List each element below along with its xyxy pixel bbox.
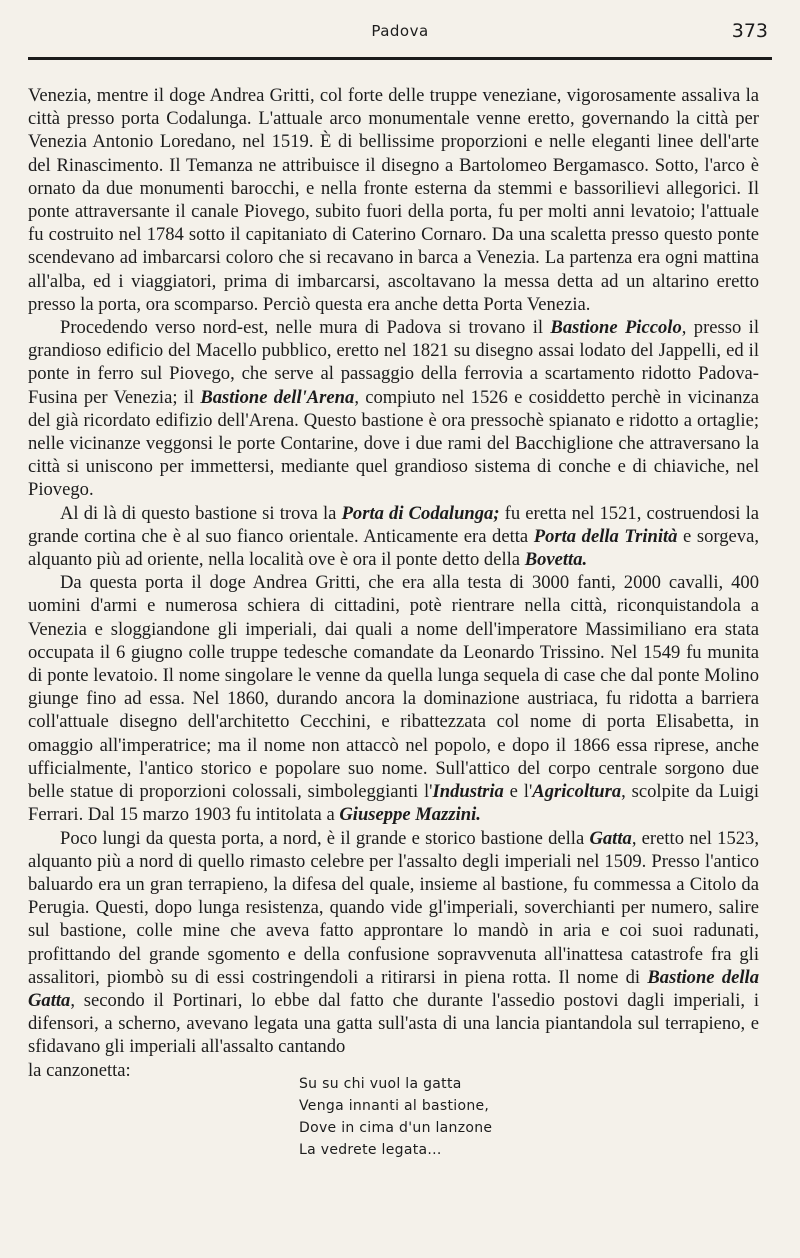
- page-header: [28, 22, 772, 46]
- text-run: , secondo il Portinari, lo ebbe dal fatto che durante l'assedio postovi dagli imperiali, i difensori, a scherno, avevano legata una gatta sull'asta di una lancia piantandola sul terrapieno, e sfidavano gli imperiali all'assalto cantando: [28, 989, 759, 1058]
- italic-term: Porta di Codalunga;: [341, 502, 500, 524]
- paragraph: [28, 827, 759, 1059]
- text-run: Poco lungi da questa porta, a nord, è il grande e storico bastione della: [60, 827, 590, 849]
- verse-row: [28, 1059, 759, 1158]
- text-run: , eretto nel 1523, alquanto più a nord di quello rimasto celebre per l'assalto degli imperiali nel 1509. Presso l'antico baluardo era un gran terrapieno, la difesa del quale, insieme al bastione, fu commessa a Citolo da Perugia. Questi, dopo lunga resistenza, quando vide gl'imperiali, soverchianti per numero, salire sul bastione, colle mine che aveva fatto approntare lo mandò in aria e coi suoi radunati, profittando del grande sgomento e della confusione sopravvenuta all'inattesa catastrofe fra gli assalitori, piombò su di essi costringendoli a ritirarsi in piena rotta. Il nome di: [28, 827, 759, 988]
- italic-term: Bastione dell'Arena: [200, 386, 355, 408]
- header-rule: [28, 57, 772, 60]
- text-run: , compiuto nel 1526 e cosiddetto perchè in vicinanza del già ricordato edifizio dell'Arena. Questo bastione è ora pressochè spianato e ridotto a ortaglie; nelle vicinanze veggonsi le porte Contarine, dove i due rami del Bacchiglione che attraversano la città si uniscono per immettersi, mediante quel grandioso sistema di conche e di chiaviche, nel Piovego.: [28, 386, 759, 501]
- text-run: e sorgeva, alquanto più ad oriente, nella località ove è ora il ponte detto della: [28, 525, 759, 571]
- text-run: Da questa porta il doge Andrea Gritti, che era alla testa di 3000 fanti, 2000 cavalli, 400 uomini d'armi e numerosa schiera di cittadini, potè rientrare nella città, riconquistandola a Venezia e sloggiandone gli imperiali, dai quali a nome dell'imperatore Massimiliano era stata occupata il 6 giugno colle truppe tedesche comandate da Leonardo Trissino. Nel 1549 fu munita di ponte levatoio. Il nome singolare le venne da quella lunga sequela di case che dal ponte Molino giunge fino ad essa. Nel 1860, durando ancora la dominazione austriaca, fu ridotta a barriera coll'attuale disegno dell'architetto Cecchini, e ribattezzata col nome di porta Elisabetta, in omaggio all'imperatrice; ma il nome non attaccò nel popolo, e dopo il 1866 essa riprese, anche ufficialmente, l'antico storico e popolare suo nome. Sull'attico del corpo centrale sorgono due belle statue di proporzioni colossali, simboleggianti l': [28, 572, 759, 803]
- paragraph: [28, 571, 759, 826]
- paragraph: [28, 502, 759, 572]
- paragraph: [28, 316, 759, 502]
- text-run: Al di là di questo bastione si trova la: [60, 502, 342, 524]
- text-run: Procedendo verso nord-est, nelle mura di Padova si trovano il: [60, 317, 551, 339]
- text-run: , scolpite da Luigi Ferrari. Dal 15 marzo 1903 fu intitolata a: [28, 781, 759, 826]
- body-text: [28, 84, 760, 1158]
- text-run: , presso il grandioso edificio del Macello pubblico, eretto nel 1821 su disegno assai lodato del Jappelli, ed il ponte in ferro sul Piovego, che serve al passaggio della ferrovia a scartamento ridotto Padova-Fusina per Venezia; il: [28, 317, 759, 408]
- verse-line: Dove in cima d'un lanzone: [299, 1119, 493, 1136]
- verse-intro: la canzonetta:: [28, 1059, 131, 1081]
- italic-term: Bastione Piccolo: [550, 317, 682, 339]
- text-run: e l': [503, 781, 533, 803]
- italic-term: Bastione della Gatta: [28, 966, 760, 1011]
- verse-line: La vedrete legata...: [299, 1141, 442, 1158]
- paragraph-list: [28, 84, 759, 1059]
- running-title: Padova: [371, 22, 429, 40]
- page-number: 373: [731, 20, 768, 42]
- paragraph: [28, 84, 759, 316]
- italic-term: Giuseppe Mazzini.: [339, 804, 481, 826]
- italic-term: Gatta: [589, 827, 632, 849]
- verse-line: Su su chi vuol la gatta: [299, 1075, 462, 1092]
- italic-term: Bovetta.: [524, 549, 588, 571]
- text-run: fu eretta nel 1521, costruendosi la grande cortina che è al suo fianco orientale. Anticamente era detta: [28, 502, 759, 547]
- italic-term: Industria: [432, 781, 504, 803]
- text-run: Venezia, mentre il doge Andrea Gritti, col forte delle truppe veneziane, vigorosamente assaliva la città presso porta Codalunga. L'attuale arco monumentale venne eretto, governando la città per Venezia Antonio Loredano, nel 1519. È di bellissime proporzioni e nelle eleganti linee dell'arte del Rinascimento. Il Temanza ne attribuisce il disegno a Bartolomeo Bergamasco. Sotto, l'arco è ornato da due monumenti barocchi, e nella fronte esterna da stemmi e bassorilievi allegorici. Il ponte attraversante il canale Piovego, subito fuori della porta, fu per molti anni levatoio; l'attuale fu costruito nel 1784 sotto il capitaniato di Caterino Cornaro. Da una scaletta presso questo ponte scendevano ad imbarcarsi coloro che si recavano in barca a Venezia. La partenza era ogni mattina all'alba, ed i viaggiatori, prima di imbarcarsi, ascoltavano la messa detta ad un altarino eretto presso la porta, ora scomparso. Perciò questa era anche detta Porta Venezia.: [28, 85, 759, 315]
- verse-line: Venga innanti al bastione,: [299, 1097, 490, 1114]
- italic-term: Porta della Trinità: [533, 525, 678, 547]
- verse-block: [299, 1073, 492, 1161]
- italic-term: Agricoltura: [532, 781, 622, 803]
